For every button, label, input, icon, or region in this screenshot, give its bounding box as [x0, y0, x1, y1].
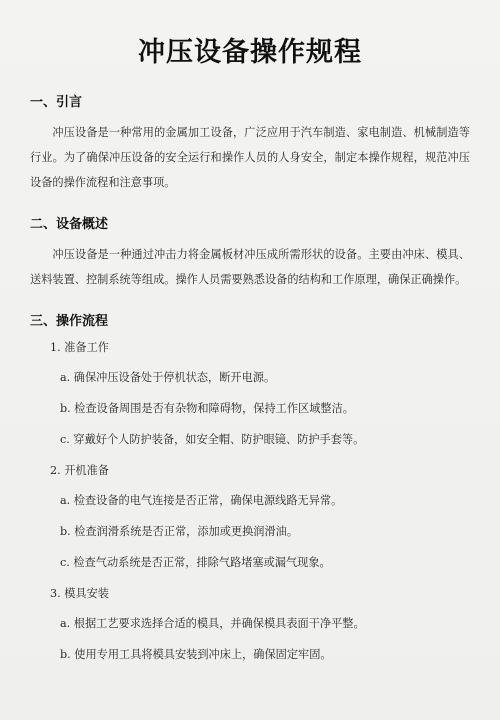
section-introduction [30, 91, 470, 195]
step-item: a. 检查设备的电气连接是否正常，确保电源线路无异常。 [60, 494, 343, 507]
step-item: c. 穿戴好个人防护装备，如安全帽、防护眼镜、防护手套等。 [60, 433, 365, 446]
section-equipment-overview [30, 213, 470, 292]
step-item: c. 检查气动系统是否正常，排除气路堵塞或漏气现象。 [60, 556, 331, 569]
section-heading: 二、设备概述 [30, 217, 109, 232]
step-item: b. 使用专用工具将模具安装到冲床上，确保固定牢固。 [60, 648, 332, 661]
section-paragraph: 冲压设备是一种通过冲击力将金属板材冲压成所需形状的设备。主要由冲床、模具、送料装置、控制系统等组成。操作人员需要熟悉设备的结构和工作原理，确保正确操作。 [30, 248, 470, 286]
section-heading: 三、操作流程 [30, 314, 109, 329]
step-title: 3. 模具安装 [50, 587, 109, 600]
step-item: b. 检查设备周围是否有杂物和障碍物，保持工作区域整洁。 [60, 402, 354, 415]
step-mold-installation [50, 585, 470, 664]
step-startup-preparation [50, 462, 470, 572]
step-title: 2. 开机准备 [50, 464, 109, 477]
section-operation-process [30, 310, 470, 664]
step-item: a. 确保冲压设备处于停机状态，断开电源。 [60, 371, 276, 384]
section-paragraph: 冲压设备是一种常用的金属加工设备，广泛应用于汽车制造、家电制造、机械制造等行业。为了确保冲压设备的安全运行和操作人员的人身安全，制定本操作规程，规范冲压设备的操作流程和注意事项。 [30, 126, 470, 189]
step-item: b. 检查润滑系统是否正常，添加或更换润滑油。 [60, 525, 299, 538]
step-title: 1. 准备工作 [50, 341, 109, 354]
step-item: a. 根据工艺要求选择合适的模具，并确保模具表面干净平整。 [60, 617, 365, 630]
document-title: 冲压设备操作规程 [138, 37, 362, 68]
section-heading: 一、引言 [30, 95, 83, 110]
step-preparation [50, 339, 470, 449]
